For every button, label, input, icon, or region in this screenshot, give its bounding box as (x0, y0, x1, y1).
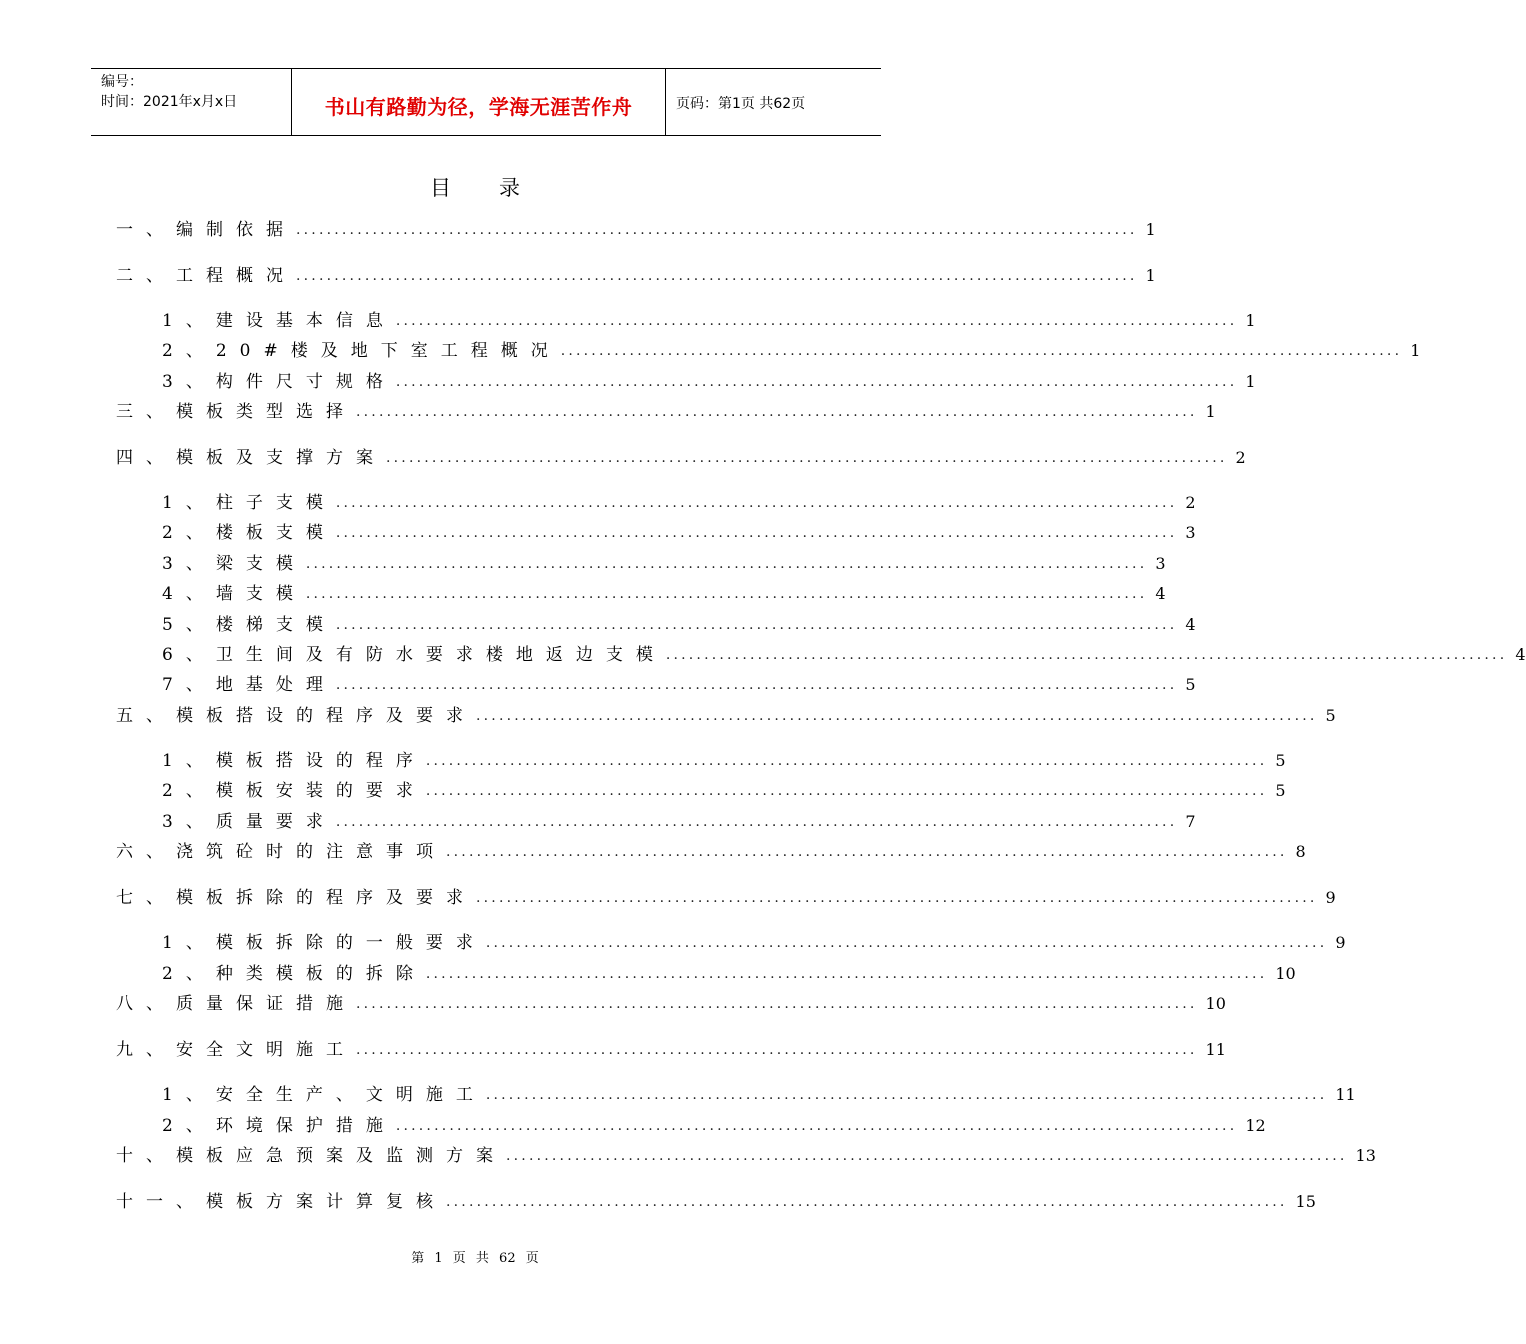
toc-entry-label: 八、质量保证措施 (116, 994, 356, 1014)
toc-leader-dots: .............................................................................................................. (506, 1148, 1348, 1164)
toc-entry-page: 1 (1145, 266, 1156, 285)
toc-leader-dots: .............................................................................................................. (296, 222, 1138, 238)
toc-entry-page: 5 (1325, 706, 1336, 725)
toc-entry-label: 十、模板应急预案及监测方案 (116, 1146, 506, 1166)
toc-entry[interactable] (162, 810, 1196, 834)
toc-entry-page: 3 (1155, 554, 1166, 573)
toc-entry[interactable] (162, 1083, 1356, 1107)
toc-entry-page: 5 (1185, 675, 1196, 694)
toc-entry[interactable] (116, 218, 1156, 242)
toc-entry-label: 4、墙支模 (162, 584, 306, 604)
toc-entry[interactable] (162, 309, 1256, 333)
toc-entry-page: 4 (1155, 584, 1166, 603)
toc-entry-page: 5 (1275, 781, 1286, 800)
toc-entry[interactable] (116, 992, 1226, 1016)
toc-entry-label: 1、模板拆除的一般要求 (162, 933, 486, 953)
toc-entry-label: 九、安全文明施工 (116, 1040, 356, 1060)
toc-entry-label: 7、地基处理 (162, 675, 336, 695)
toc-entry[interactable] (162, 1114, 1266, 1138)
toc-entry-label: 2、种类模板的拆除 (162, 964, 426, 984)
toc-leader-dots: .............................................................................................................. (335, 495, 1178, 511)
header-motto: 书山有路勤为径，学海无涯苦作舟 (324, 95, 633, 119)
toc-entry[interactable] (162, 521, 1196, 545)
toc-entry-page: 9 (1335, 933, 1346, 952)
toc-leader-dots: .............................................................................................................. (335, 525, 1178, 541)
page-footer: 第 1 页 共 62 页 (411, 1251, 539, 1266)
toc-leader-dots: .............................................................................................................. (386, 450, 1228, 466)
toc-entry-page: 8 (1295, 842, 1306, 861)
toc-entry-page: 10 (1205, 994, 1226, 1013)
header-page-cell (666, 69, 881, 135)
toc-entry-label: 2、环境保护措施 (162, 1116, 396, 1136)
toc-entry-label: 1、柱子支模 (162, 493, 336, 513)
toc-entry-label: 三、模板类型选择 (116, 402, 356, 422)
toc-leader-dots: .............................................................................................................. (560, 343, 1403, 359)
toc-leader-dots: .............................................................................................................. (446, 844, 1288, 860)
document-time-label: 时间：2021年x月x日 (101, 94, 238, 110)
toc-leader-dots: .............................................................................................................. (395, 374, 1238, 390)
header-motto-cell (292, 69, 666, 135)
toc-leader-dots: .............................................................................................................. (305, 556, 1148, 572)
toc-entry-page: 1 (1245, 372, 1256, 391)
toc-leader-dots: .............................................................................................................. (485, 1087, 1328, 1103)
toc-entry-label: 四、模板及支撑方案 (116, 448, 386, 468)
toc-entry-label: 一、编制依据 (116, 220, 296, 240)
toc-entry-page: 1 (1145, 220, 1156, 239)
toc-leader-dots: .............................................................................................................. (296, 268, 1138, 284)
toc-leader-dots: .............................................................................................................. (485, 935, 1328, 951)
toc-entry[interactable] (162, 962, 1296, 986)
toc-entry[interactable] (116, 1144, 1376, 1168)
toc-entry-label: 五、模板搭设的程序及要求 (116, 706, 476, 726)
toc-entry-page: 10 (1275, 964, 1296, 983)
toc-entry-label: 1、模板搭设的程序 (162, 751, 426, 771)
toc-leader-dots: .............................................................................................................. (395, 313, 1238, 329)
toc-leader-dots: .............................................................................................................. (476, 890, 1318, 906)
toc-entry-page: 1 (1205, 402, 1216, 421)
toc-entry-label: 3、质量要求 (162, 812, 336, 832)
toc-entry[interactable] (162, 552, 1166, 576)
toc-entry-page: 11 (1335, 1085, 1356, 1104)
toc-entry[interactable] (116, 1038, 1226, 1062)
header-page-info: 页码：第1页 共62页 (676, 96, 806, 112)
toc-leader-dots: .............................................................................................................. (476, 708, 1318, 724)
toc-entry[interactable] (162, 582, 1166, 606)
toc-leader-dots: .............................................................................................................. (335, 677, 1178, 693)
toc-entry[interactable] (116, 704, 1336, 728)
toc-entry-label: 3、构件尺寸规格 (162, 372, 396, 392)
toc-entry-page: 4 (1185, 615, 1196, 634)
toc-entry[interactable] (116, 400, 1216, 424)
toc-entry-page: 15 (1295, 1192, 1316, 1211)
toc-leader-dots: .............................................................................................................. (425, 783, 1268, 799)
toc-entry-label: 2、模板安装的要求 (162, 781, 426, 801)
toc-entry-page: 13 (1355, 1146, 1376, 1165)
toc-entry-page: 2 (1235, 448, 1246, 467)
toc-leader-dots: .............................................................................................................. (395, 1118, 1238, 1134)
toc-entry-page: 11 (1205, 1040, 1226, 1059)
toc-entry-page: 5 (1275, 751, 1286, 770)
toc-entry-label: 二、工程概况 (116, 266, 296, 286)
page-header (91, 68, 881, 136)
toc-entry[interactable] (116, 840, 1306, 864)
toc-leader-dots: .............................................................................................................. (356, 404, 1198, 420)
toc-entry[interactable] (162, 370, 1256, 394)
toc-leader-dots: .............................................................................................................. (446, 1194, 1288, 1210)
toc-entry-page: 7 (1185, 812, 1196, 831)
toc-entry[interactable] (162, 339, 1421, 363)
toc-entry-page: 1 (1245, 311, 1256, 330)
toc-entry[interactable] (162, 613, 1196, 637)
toc-entry[interactable] (162, 779, 1286, 803)
toc-entry[interactable] (116, 886, 1336, 910)
toc-title: 目录 (430, 176, 568, 200)
toc-entry-label: 2、20#楼及地下室工程概况 (162, 341, 561, 361)
toc-entry-page: 1 (1410, 341, 1421, 360)
toc-entry[interactable] (162, 673, 1196, 697)
toc-entry-page: 2 (1185, 493, 1196, 512)
toc-leader-dots: .............................................................................................................. (356, 1042, 1198, 1058)
toc-entry-page: 12 (1245, 1116, 1266, 1135)
toc-leader-dots: .............................................................................................................. (425, 753, 1268, 769)
toc-entry-page: 3 (1185, 523, 1196, 542)
toc-entry-label: 2、楼板支模 (162, 523, 336, 543)
toc-entry-label: 六、浇筑砼时的注意事项 (116, 842, 446, 862)
toc-entry-label: 十一、模板方案计算复核 (116, 1192, 446, 1212)
toc-entry[interactable] (116, 1190, 1316, 1214)
header-meta-cell (91, 69, 292, 135)
toc-leader-dots: .............................................................................................................. (305, 586, 1148, 602)
toc-leader-dots: .............................................................................................................. (335, 814, 1178, 830)
toc-leader-dots: .............................................................................................................. (335, 617, 1178, 633)
toc-leader-dots: .............................................................................................................. (356, 996, 1198, 1012)
toc-entry-label: 1、建设基本信息 (162, 311, 396, 331)
toc-entry[interactable] (116, 446, 1246, 470)
toc-entry-label: 3、梁支模 (162, 554, 306, 574)
toc-entry-label: 1、安全生产、文明施工 (162, 1085, 486, 1105)
toc-entry[interactable] (116, 264, 1156, 288)
toc-entry-page: 4 (1515, 645, 1526, 664)
toc-entry[interactable] (162, 491, 1196, 515)
toc-leader-dots: .............................................................................................................. (425, 966, 1268, 982)
toc-entry-label: 6、卫生间及有防水要求楼地返边支模 (162, 645, 666, 665)
toc-entry[interactable] (162, 749, 1286, 773)
toc-entry-page: 9 (1325, 888, 1336, 907)
toc-leader-dots: .............................................................................................................. (665, 647, 1508, 663)
toc-entry-label: 七、模板拆除的程序及要求 (116, 888, 476, 908)
toc-entry[interactable] (162, 643, 1526, 667)
toc-entry[interactable] (162, 931, 1346, 955)
toc-entry-label: 5、楼梯支模 (162, 615, 336, 635)
document-number-label: 编号： (101, 74, 143, 90)
